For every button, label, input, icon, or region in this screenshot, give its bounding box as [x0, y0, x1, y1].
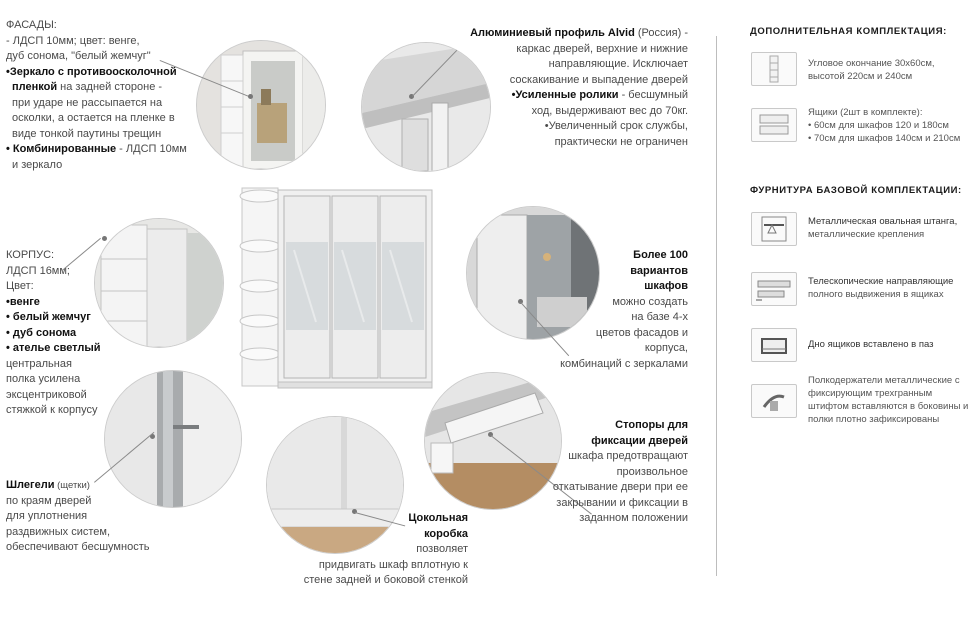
extra-item-line: Угловое окончание 30х60см,: [808, 58, 935, 69]
stoppers-heading: фиксации дверей: [591, 434, 688, 447]
hardware-item-text: [808, 275, 953, 301]
body-line: ЛДСП 16мм;: [6, 264, 70, 277]
leader-dot: [102, 236, 107, 241]
body-photo-circle: [94, 218, 224, 348]
hardware-item-line: металлические крепления: [808, 229, 925, 240]
body-title: КОРПУС:: [6, 249, 55, 261]
stoppers-text: [520, 418, 688, 527]
hardware-title: ФУРНИТУРА БАЗОВОЙ КОМПЛЕКТАЦИИ:: [750, 185, 962, 196]
plinth-text: [272, 511, 468, 589]
stoppers-line: шкафа предотвращают: [568, 450, 688, 462]
body-color: •венге: [6, 295, 40, 308]
combo-rest: - ЛДСП 10мм: [116, 143, 187, 155]
plinth-heading: Цокольная: [408, 512, 468, 524]
stoppers-heading: Стопоры для: [615, 419, 688, 431]
mirror-line: при ударе не рассыпается на: [12, 96, 163, 109]
mirror-line: виде тонкой паутины трещин: [12, 127, 162, 140]
hardware-item-text: [808, 215, 957, 241]
mirror-heading-2: пленкой: [12, 81, 58, 93]
body-line: центральная: [6, 357, 72, 370]
facade-photo: [197, 41, 325, 169]
hardware-item-line: Телескопические направляющие: [808, 276, 954, 287]
corner-shelf-icon: [751, 52, 797, 86]
hardware-item-line: Дно ящиков вставлено в паз: [808, 339, 934, 350]
variants-line: цветов фасадов и: [595, 326, 688, 339]
body-line: полка усилена: [6, 373, 81, 385]
extra-item-line: • 60см для шкафов 120 и 180см: [808, 120, 949, 131]
profile-line: каркас дверей, верхние и нижние: [516, 42, 688, 55]
hardware-item-line: фиксирующим трехгранным: [808, 388, 933, 399]
stoppers-line: откатывание двери при ее: [552, 481, 688, 493]
mirror-heading: •Зеркало с противоосколочной: [6, 65, 177, 78]
variants-line: на базе 4-х: [631, 311, 688, 323]
hanger-rod-icon: [751, 212, 797, 246]
stoppers-line: произвольное: [616, 465, 688, 478]
brushes-line: обеспечивают бесшумность: [6, 541, 150, 553]
stoppers-line: закрывании и фиксации в: [556, 496, 688, 509]
rollers-line: •Увеличенный срок службы,: [544, 120, 688, 132]
extra-item-line: Ящики (2шт в комплекте):: [808, 107, 923, 118]
rollers-line: практически не ограничен: [554, 135, 688, 148]
stoppers-line: заданном положении: [579, 512, 688, 524]
plinth-heading: коробка: [424, 527, 468, 540]
brushes-line: для уплотнения: [6, 510, 88, 522]
brushes-text: [6, 478, 176, 556]
variants-text: [548, 248, 688, 372]
body-color: • белый жемчуг: [6, 311, 91, 323]
facades-line: - ЛДСП 10мм; цвет: венге,: [6, 34, 140, 47]
plinth-line: позволяет: [416, 543, 468, 555]
profile-origin: (Россия) -: [634, 27, 688, 39]
variants-heading: вариантов: [630, 264, 688, 277]
variants-line: комбинаций с зеркалами: [560, 357, 688, 370]
brushes-line: раздвижных систем,: [6, 525, 111, 538]
body-color: • ателье светлый: [6, 342, 101, 354]
hardware-item-line: полки плотно зафиксированы: [808, 414, 940, 425]
rollers-line: ход, выдерживают вес до 70кг.: [531, 104, 688, 117]
hardware-item-text: [808, 338, 934, 351]
shelf-holder-icon: [751, 384, 797, 418]
brushes-heading: Шлегели: [6, 479, 55, 491]
variants-heading: шкафов: [644, 280, 688, 292]
body-line: стяжкой к корпусу: [6, 404, 98, 416]
hardware-item-line: Полкодержатели металлические с: [808, 375, 960, 386]
plinth-line: придвигать шкаф вплотную к: [318, 558, 468, 571]
variants-heading: Более 100: [633, 249, 688, 261]
facades-text: [6, 18, 206, 173]
facades-title: ФАСАДЫ:: [6, 19, 57, 31]
hardware-item-line: штифтом вставляются в боковины и: [808, 401, 969, 412]
leader-dot: [248, 94, 253, 99]
column-divider: [716, 36, 717, 576]
rollers-heading: •Усиленные ролики: [511, 89, 619, 101]
hardware-item-text: [808, 374, 968, 426]
profile-line: направляющие. Исключает: [548, 58, 688, 70]
combo-line: и зеркало: [12, 158, 63, 171]
extra-item-text: [808, 106, 960, 145]
drawers-icon: [751, 108, 797, 142]
combo-heading: • Комбинированные: [6, 143, 117, 155]
variants-line: можно создать: [612, 295, 688, 308]
body-color: • дуб сонома: [6, 326, 77, 339]
mirror-rest: на задней стороне -: [57, 81, 163, 93]
hardware-item-line: полного выдвижения в ящиках: [808, 289, 944, 300]
rollers-rest: - бесшумный: [618, 89, 688, 101]
extra-item-line: • 70см для шкафов 140см и 210см: [808, 133, 961, 144]
profile-heading: Алюминиевый профиль Alvid: [470, 27, 635, 39]
mirror-line: осколки, а остается на пленке в: [12, 112, 175, 124]
profile-text: [430, 26, 688, 150]
body-photo: [95, 219, 223, 347]
extra-item-text: [808, 57, 935, 83]
brushes-line: по краям дверей: [6, 494, 92, 507]
extra-item-line: высотой 220см и 240см: [808, 71, 913, 82]
brushes-note: (щетки): [54, 480, 90, 491]
telescopic-rail-icon: [751, 272, 797, 306]
drawer-bottom-icon: [751, 328, 797, 362]
facades-line: дуб сонома, "белый жемчуг": [6, 50, 151, 62]
hardware-item-line: Металлическая овальная штанга,: [808, 216, 958, 227]
extra-title: ДОПОЛНИТЕЛЬНАЯ КОМПЛЕКТАЦИЯ:: [750, 26, 947, 37]
wardrobe-illustration: [236, 186, 440, 392]
body-line: эксцентриковой: [6, 388, 87, 401]
plinth-line: стене задней и боковой стенкой: [303, 574, 468, 586]
variants-line: корпуса,: [644, 342, 688, 354]
profile-line: соскакивание и выпадение дверей: [509, 73, 688, 86]
body-line: Цвет:: [6, 280, 34, 292]
facade-photo-circle: [196, 40, 326, 170]
